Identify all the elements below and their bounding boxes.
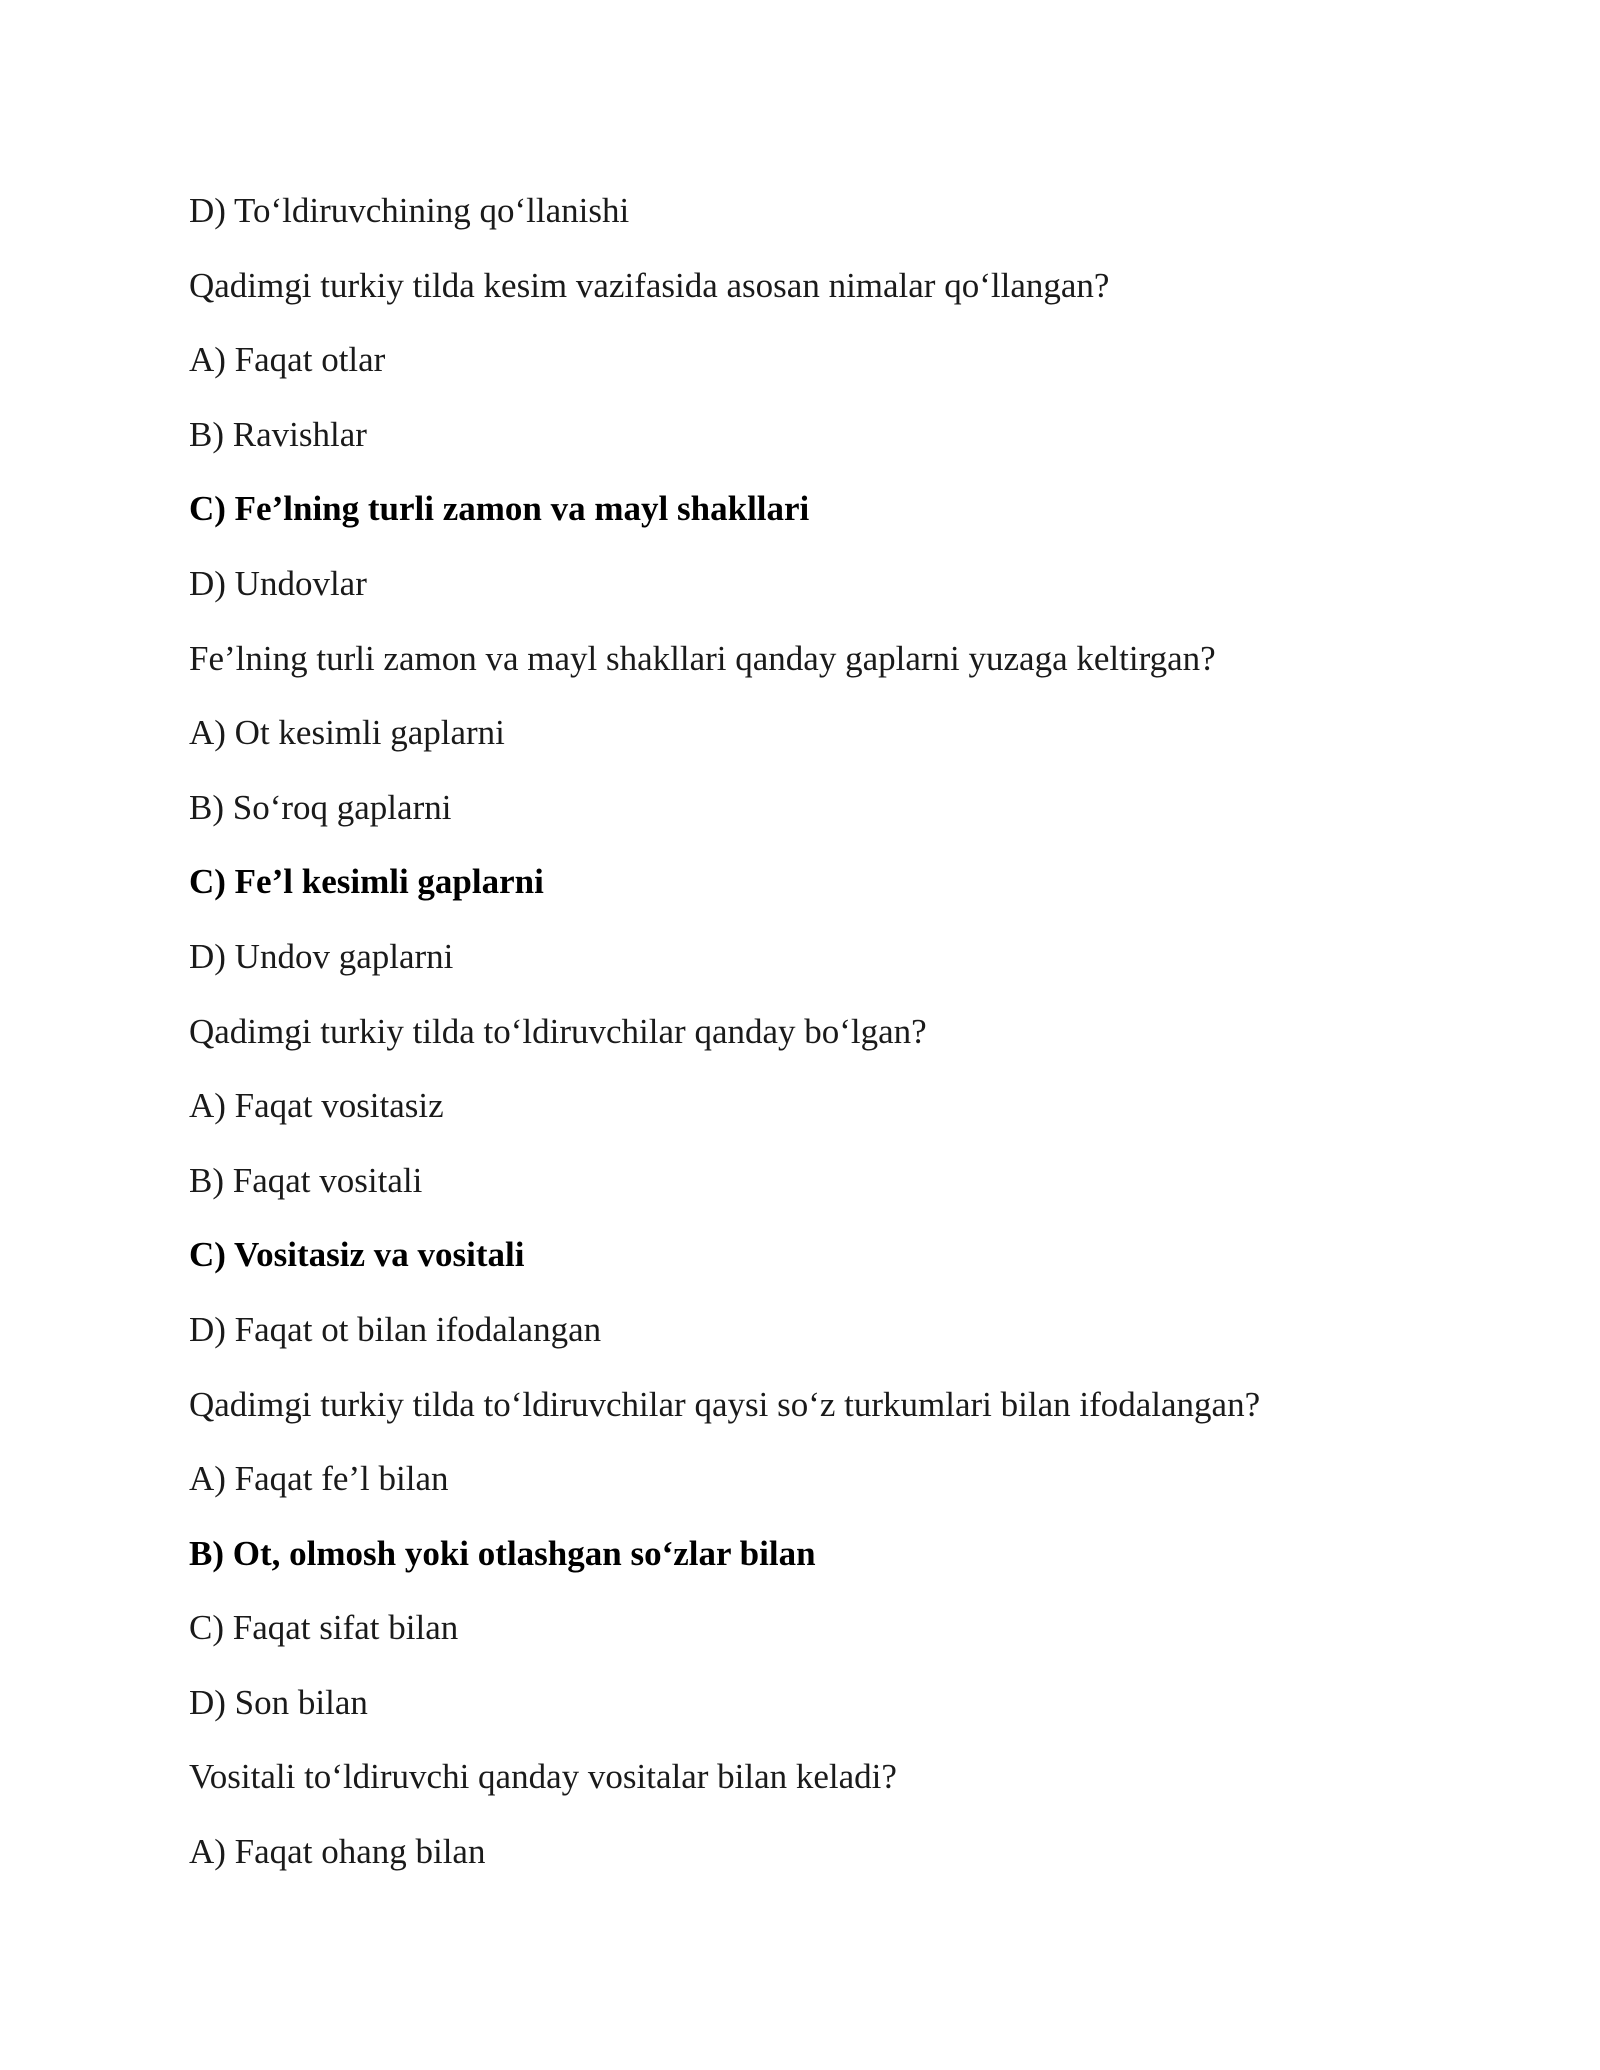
question-text: Fe’lning turli zamon va mayl shakllari qanday gaplarni yuzaga keltirgan? xyxy=(189,638,1216,678)
answer-option: B) So‘roq gaplarni xyxy=(189,787,452,827)
answer-option: D) Undovlar xyxy=(189,563,367,603)
question-text: Qadimgi turkiy tilda to‘ldiruvchilar qaysi so‘z turkumlari bilan ifodalangan? xyxy=(189,1384,1261,1424)
answer-option: B) Ravishlar xyxy=(189,414,367,454)
answer-option: A) Faqat otlar xyxy=(189,340,386,380)
answer-option: A) Faqat vositasiz xyxy=(189,1086,444,1126)
correct-answer-option: C) Vositasiz va vositali xyxy=(189,1235,525,1275)
answer-option: B) Faqat vositali xyxy=(189,1160,423,1200)
correct-answer-option: C) Fe’l kesimli gaplarni xyxy=(189,862,544,902)
correct-answer-option: B) Ot, olmosh yoki otlashgan so‘zlar bilan xyxy=(189,1533,816,1573)
question-list xyxy=(189,183,1489,1899)
answer-option: D) Faqat ot bilan ifodalangan xyxy=(189,1309,602,1349)
answer-option: D) To‘ldiruvchining qo‘llanishi xyxy=(189,191,630,230)
answer-option: C) Faqat sifat bilan xyxy=(189,1608,459,1648)
question-text: Qadimgi turkiy tilda to‘ldiruvchilar qanday bo‘lgan? xyxy=(189,1011,927,1051)
answer-option: A) Faqat fe’l bilan xyxy=(189,1459,449,1499)
question-text: Qadimgi turkiy tilda kesim vazifasida asosan nimalar qo‘llangan? xyxy=(189,265,1110,305)
answer-option: D) Son bilan xyxy=(189,1682,368,1722)
correct-answer-option: C) Fe’lning turli zamon va mayl shakllari xyxy=(189,489,810,529)
answer-option: D) Undov gaplarni xyxy=(189,936,454,976)
question-text: Vositali to‘ldiruvchi qanday vositalar bilan keladi? xyxy=(189,1757,897,1797)
answer-option: A) Faqat ohang bilan xyxy=(189,1832,486,1872)
answer-option: A) Ot kesimli gaplarni xyxy=(189,713,505,753)
